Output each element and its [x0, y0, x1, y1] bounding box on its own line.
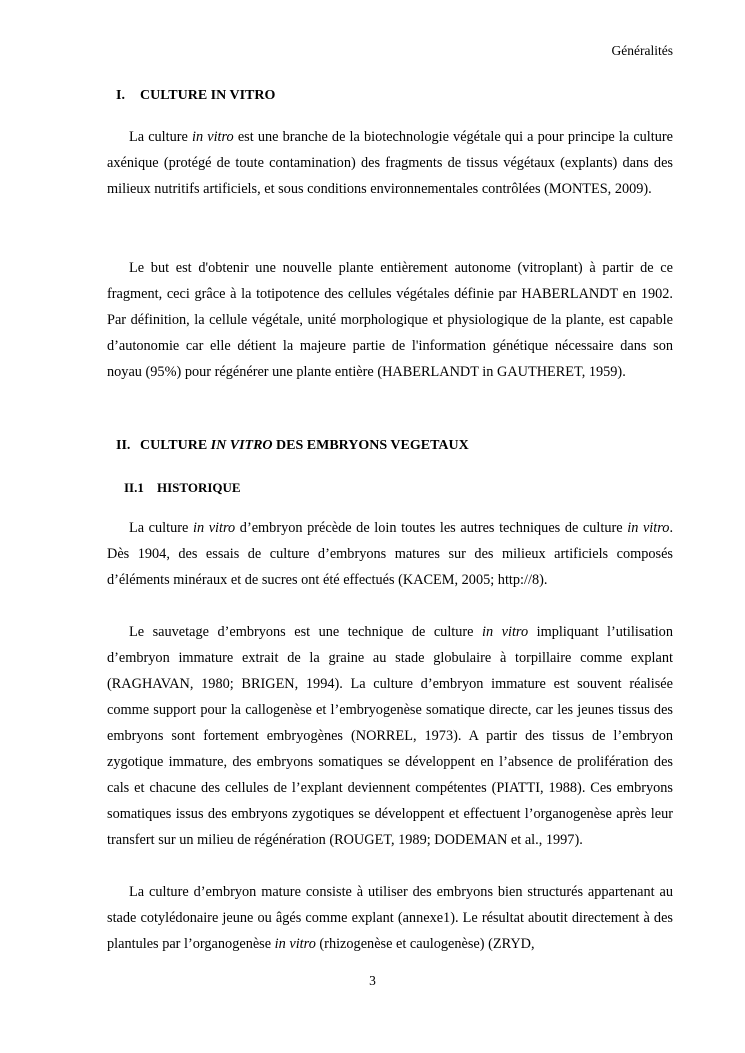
- subsection-2-1-number: II.1: [124, 480, 144, 495]
- section-2-number: II.: [116, 438, 131, 453]
- section-2-title-part: DES EMBRYONS VEGETAUX: [272, 438, 469, 453]
- text-run: . Dès 1904, des essais de culture d’embryons matures sur des milieux artificiels composés d’éléments minéraux et de sucres ont été effectués (KACEM, 2005; http://8).: [107, 520, 674, 588]
- text-run: La culture d’embryon mature consiste à utiliser des embryons bien structurés appartenant au stade cotylédonaire jeune ou âgés comme explant (annexe1). Le résultat aboutit directement à des plantules par l’organogenèse: [107, 884, 673, 952]
- section-2-title-part: CULTURE: [140, 438, 211, 453]
- section-1-paragraph-1: [107, 124, 673, 202]
- section-2-title-italic: IN VITRO: [210, 438, 273, 453]
- page-number: 3: [369, 973, 376, 988]
- subsection-2-1-paragraph-3: [107, 879, 673, 957]
- subsection-2-1-paragraph-2: [107, 619, 673, 853]
- text-run: est une branche de la biotechnologie végétale qui a pour principe la culture axénique (protégé de toute contamination) des fragments de tissus végétaux (explants) dans des milieux nutritifs artificiels, et sous conditions environnementales contrôlées (MONTES, 2009).: [107, 129, 674, 197]
- subsection-2-1-paragraph-1: [107, 515, 673, 593]
- section-1-title: CULTURE IN VITRO: [140, 88, 276, 103]
- text-run: d’embryon précède de loin toutes les autres techniques de culture: [235, 520, 628, 536]
- section-1-heading: [116, 88, 682, 104]
- subsection-2-1-heading: [124, 480, 690, 496]
- section-2-heading: [116, 438, 682, 454]
- italic-term: in vitro: [274, 936, 316, 952]
- text-run: impliquant l’utilisation d’embryon immature extrait de la graine au stade globulaire à torpillaire comme explant (RAGHAVAN, 1980; BRIGEN, 1994). La culture d’embryon immature est souvent réalisée comme support pour la callogenèse et l’embryogenèse somatique directe, car les jeunes tissus des embryons sont fortement embryogènes (NORREL, 1973). A partir des tissus de l’embryon zygotique immature, des embryons somatiques se développent en l’absence de prolifération des cals et chacune des cellules de l’explant deviennent compétentes (PIATTI, 1988). Ces embryons somatiques issus des embryons zygotiques se développent et effectuent l’organogenèse après leur transfert sur un milieu de régénération (ROUGET, 1989; DODEMAN et al., 1997).: [107, 624, 673, 848]
- italic-term: in vitro: [482, 624, 529, 640]
- section-1-paragraph-2: Le but est d'obtenir une nouvelle plante entièrement autonome (vitroplant) à partir de ce fragment, ceci grâce à la totipotence des cellules végétales définie par HABERLANDT en 1902. Par définition, la cellule végétale, unité morphologique et physiologique de la plante, est capable d’autonomie car elle détient la majeure partie de l'information génétique nécessaire dans son noyau (95%) pour régénérer une plante entière (HABERLANDT in GAUTHERET, 1959).: [107, 260, 673, 380]
- text-run: Le sauvetage d’embryons est une technique de culture: [129, 624, 483, 640]
- italic-term: in vitro: [192, 520, 236, 536]
- text-run: La culture: [129, 129, 192, 145]
- section-1-number: I.: [116, 88, 125, 103]
- italic-term: in vitro: [627, 520, 670, 536]
- text-run: (rhizogenèse et caulogenèse) (ZRYD,: [315, 936, 535, 952]
- running-header: Généralités: [611, 43, 673, 58]
- italic-term: in vitro: [192, 129, 234, 145]
- subsection-2-1-title: HISTORIQUE: [157, 480, 241, 495]
- text-run: La culture: [129, 520, 193, 536]
